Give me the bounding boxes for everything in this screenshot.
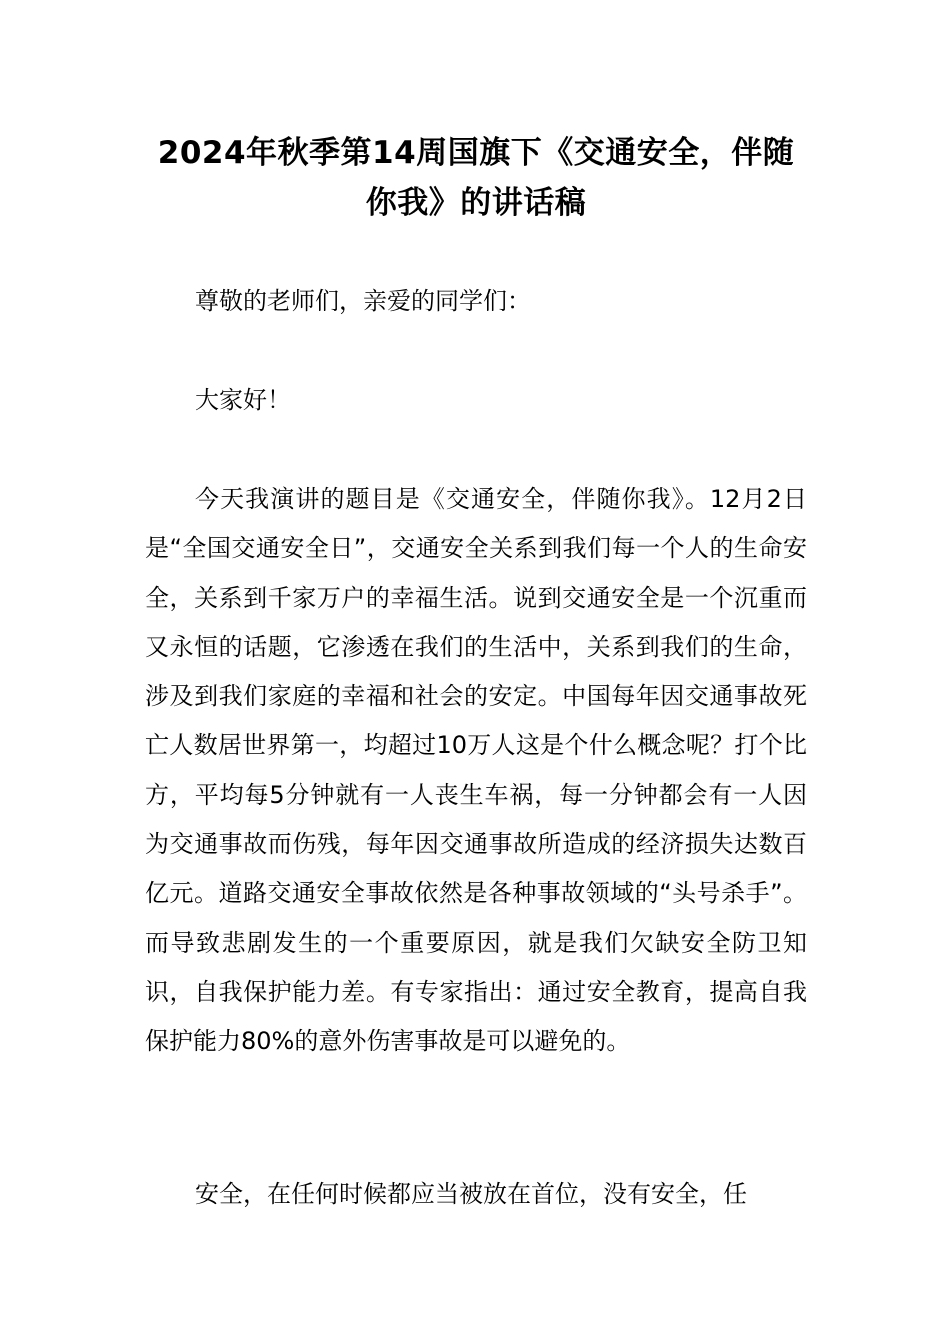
document-title: 2024年秋季第14周国旗下《交通安全，伴随你我》的讲话稿: [157, 135, 795, 221]
body-paragraph: 今天我演讲的题目是《交通安全，伴随你我》。12月2日是“全国交通安全日”，交通安全关系到我们每一个人的生命安全，关系到千家万户的幸福生活。说到交通安全是一个沉重而又永恒的话题，它渗透在我们的生活中，关系到我们的生命，涉及到我们家庭的幸福和社会的安定。中国每年因交通事故死亡人数居世界第一，均超过10万人这是个什么概念呢？打个比方，平均每5分钟就有一人丧生车祸，每一分钟都会有一人因为交通事故而伤残，每年因交通事故所造成的经济损失达数百亿元。道路交通安全事故依然是各种事故领域的“头号杀手”。而导致悲剧发生的一个重要原因，就是我们欠缺安全防卫知识，自我保护能力差。有专家指出：通过安全教育，提高自我保护能力80%的意外伤害事故是可以避免的。: [145, 485, 807, 1056]
body-paragraph-continued: 安全，在任何时候都应当被放在首位，没有安全，任: [195, 1180, 747, 1208]
hello-paragraph: 大家好！: [195, 386, 291, 414]
greeting-paragraph: 尊敬的老师们，亲爱的同学们：: [195, 287, 531, 315]
